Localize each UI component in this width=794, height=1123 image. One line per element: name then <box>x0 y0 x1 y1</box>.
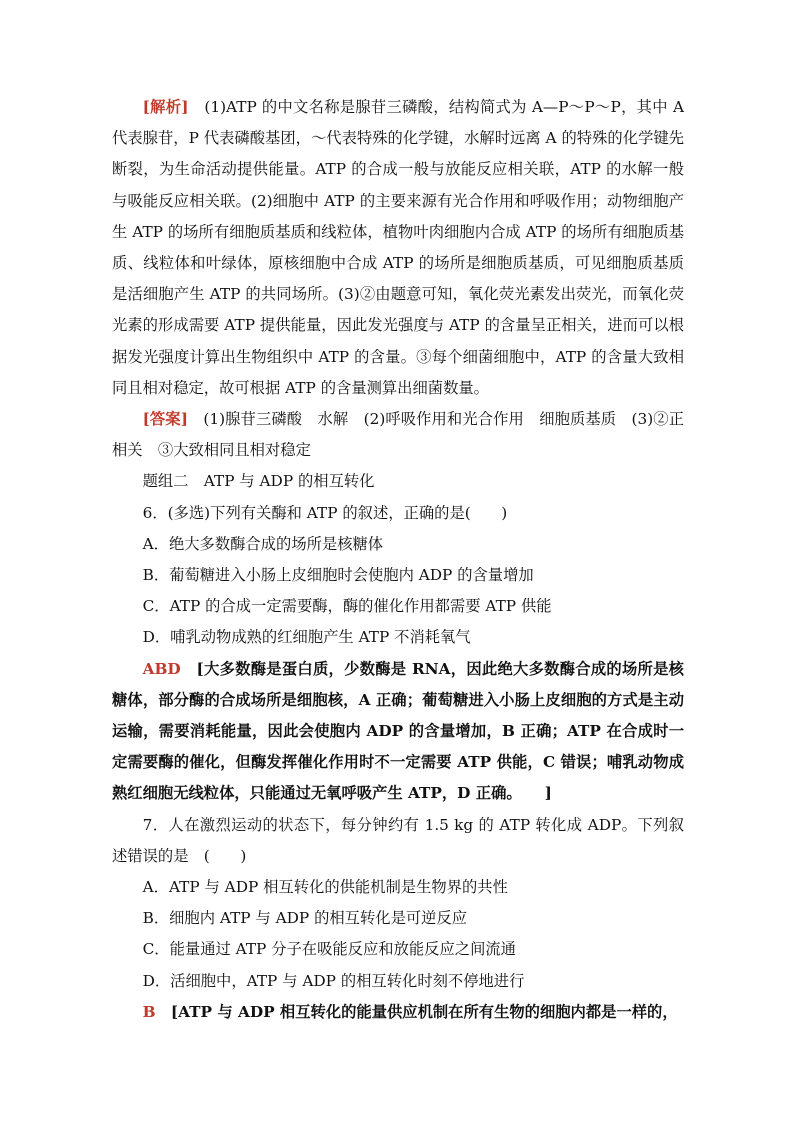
analysis-paragraph <box>112 92 684 404</box>
document-page <box>112 92 684 1028</box>
question-6-option-b: B．葡萄糖进入小肠上皮细胞时会使胞内 ADP 的含量增加 <box>142 566 534 585</box>
analysis-text: (1)ATP 的中文名称是腺苷三磷酸，结构简式为 A—P～P～P，其中 A 代表腺苷，P 代表磷酸基团，～代表特殊的化学键，水解时远离 A 的特殊的化学键先断裂，为生命活动提供能量。ATP 的合成一般与放能反应相关联，ATP 的水解一般与吸能反应相关联。(2)细胞中 ATP 的主要来源有光合作用和呼吸作用；动物细胞产生 ATP 的场所有细胞质基质和线粒体，植物叶肉细胞内合成 ATP 的场所有细胞质基质、线粒体和叶绿体，原核细胞中合成 ATP 的场所是细胞质基质，可见细胞质基质是活细胞产生 ATP 的共同场所。(3)②由题意可知，氧化荧光素发出荧光，而氧化荧光素的形成需要 ATP 提供能量，因此发光强度与 ATP 的含量呈正相关，进而可以根据发光强度计算出生物组织中 ATP 的含量。③每个细菌细胞中，ATP 的含量大致相同且相对稳定，故可根据 ATP 的含量测算出细菌数量。 <box>112 98 684 397</box>
answer-text: (1)腺苷三磷酸 水解 (2)呼吸作用和光合作用 细胞质基质 (3)②正相关 ③大致相同且相对稳定 <box>112 410 684 460</box>
answer-paragraph <box>112 404 684 466</box>
analysis-tag: [解析] <box>142 98 189 116</box>
question-7-option-c: C．能量通过 ATP 分子在吸能反应和放能反应之间流通 <box>142 940 516 959</box>
question-7-key: B <box>142 1002 156 1021</box>
question-7-option-a: A．ATP 与 ADP 相互转化的供能机制是生物界的共性 <box>142 878 508 897</box>
question-7-option-b: B．细胞内 ATP 与 ADP 的相互转化是可逆反应 <box>142 909 468 928</box>
question-6-key: ABD <box>142 659 181 678</box>
question-6-explanation-text: [大多数酶是蛋白质，少数酶是 RNA，因此绝大多数酶合成的场所是核糖体，部分酶的合成场所是细胞核，A 正确；葡萄糖进入小肠上皮细胞的方式是主动运输，需要消耗能量，因此会使胞内 ADP 的含量增加，B 正确；ATP 在合成时一定需要酶的催化，但酶发挥催化作用时不一定需要 ATP 供能，C 错误；哺乳动物成熟红细胞无线粒体，只能通过无氧呼吸产生 ATP，D 正确。 ] <box>112 659 684 803</box>
group-title: 题组二 ATP 与 ADP 的相互转化 <box>142 472 375 491</box>
question-6-explanation <box>112 654 684 810</box>
answer-tag: [答案] <box>142 410 188 429</box>
question-7-explanation <box>112 997 684 1028</box>
question-6-stem: 6．(多选)下列有关酶和 ATP 的叙述，正确的是( ) <box>142 503 508 522</box>
question-6-option-c: C．ATP 的合成一定需要酶，酶的催化作用都需要 ATP 供能 <box>142 597 552 616</box>
question-7-explanation-text: [ATP 与 ADP 相互转化的能量供应机制在所有生物的细胞内都是一样的， <box>170 1002 678 1021</box>
question-7-option-d: D．活细胞中，ATP 与 ADP 的相互转化时刻不停地进行 <box>142 971 525 990</box>
question-6-option-d: D．哺乳动物成熟的红细胞产生 ATP 不消耗氧气 <box>142 628 471 647</box>
question-6-option-a: A．绝大多数酶合成的场所是核糖体 <box>142 534 384 553</box>
question-7-stem: 7．人在激烈运动的状态下，每分钟约有 1.5 kg 的 ATP 转化成 ADP。下列叙述错误的是 ( ) <box>112 815 684 865</box>
